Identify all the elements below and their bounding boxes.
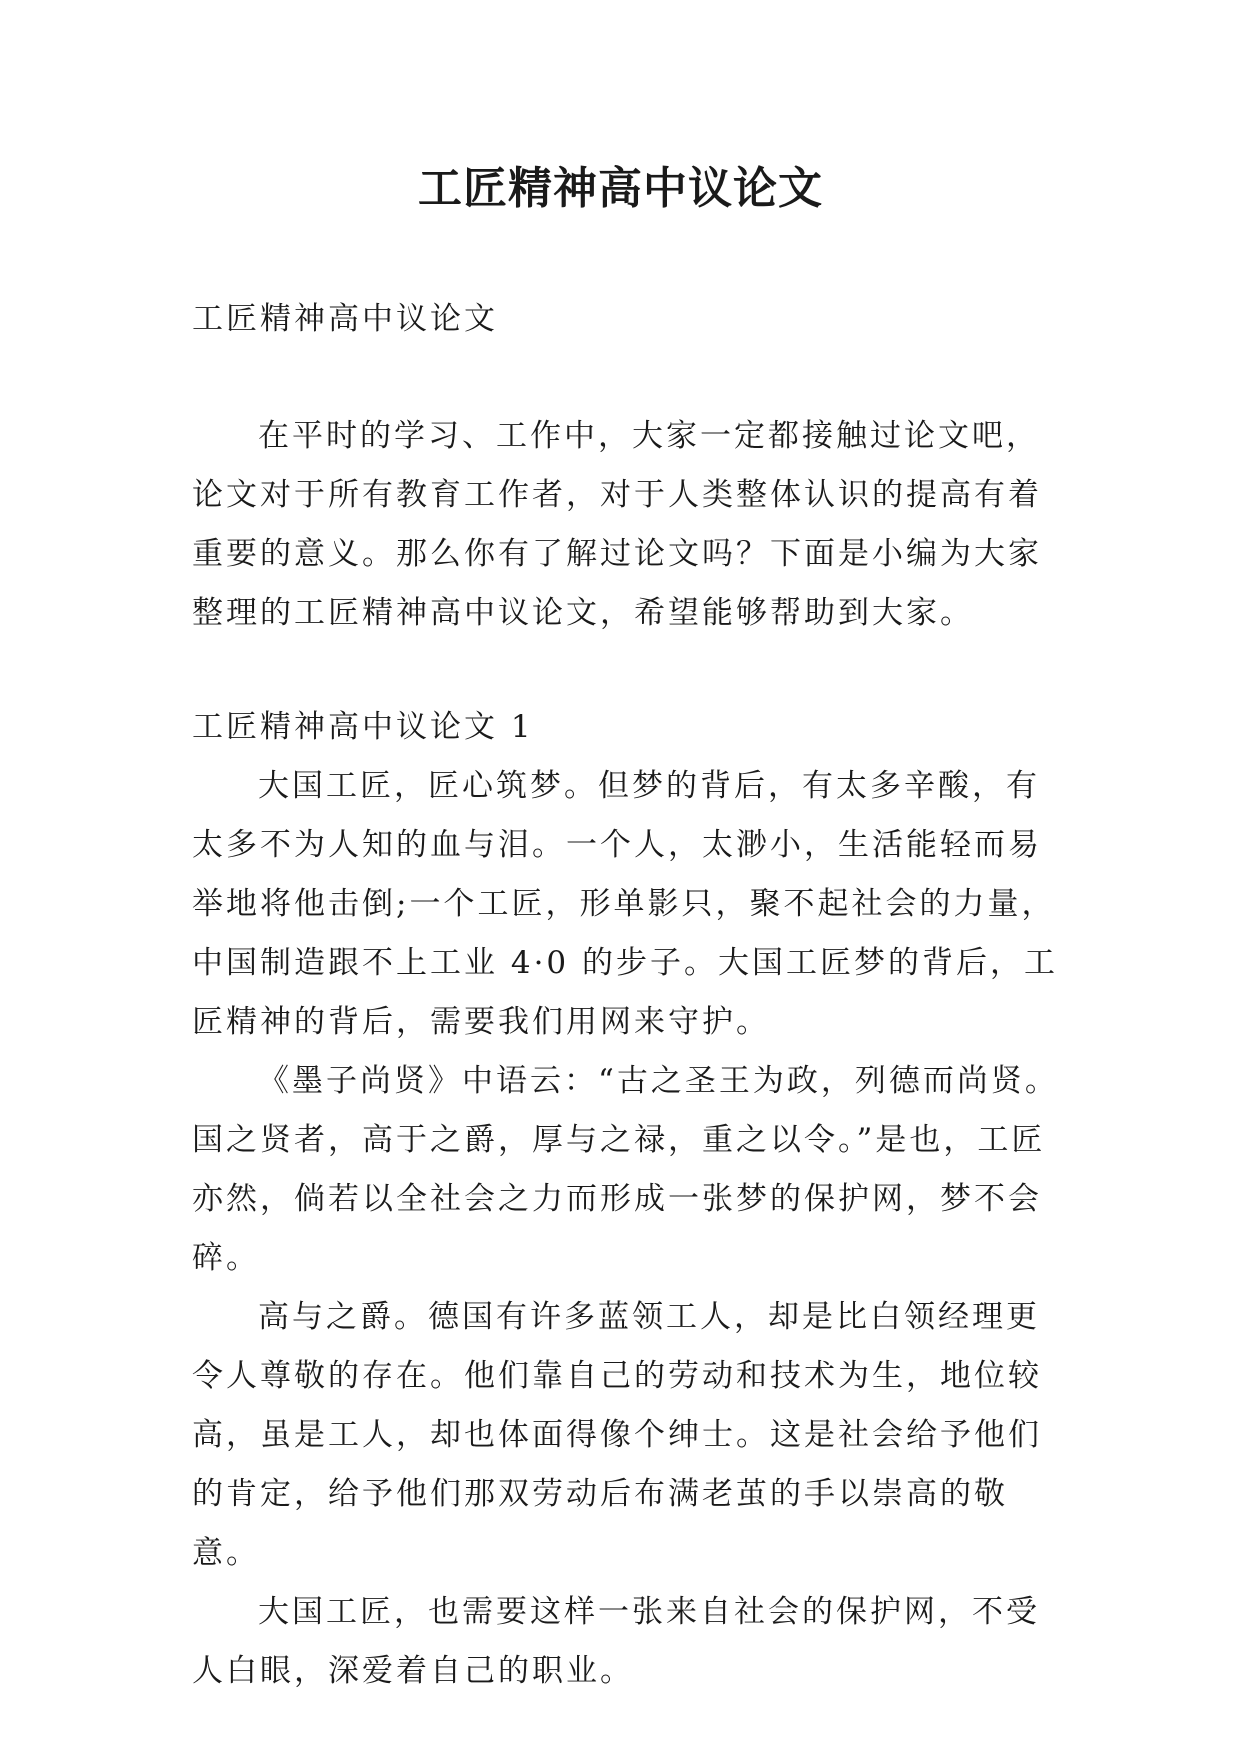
section-body [192,757,1062,1701]
document-subtitle: 工匠精神高中议论文 [192,301,498,337]
body-paragraph-4: 大国工匠，也需要这样一张来自社会的保护网，不受人白眼，深爱着自己的职业。 [192,1594,1040,1689]
body-paragraph-1: 大国工匠，匠心筑梦。但梦的背后，有太多辛酸，有太多不为人知的血与泪。一个人，太渺小，生活能轻而易举地将他击倒;一个工匠，形单影只，聚不起社会的力量，中国制造跟不上工业 4·0 的步子。大国工匠梦的背后，工匠精神的背后，需要我们用网来守护。 [192,768,1059,1040]
body-paragraph-3: 高与之爵。德国有许多蓝领工人，却是比白领经理更令人尊敬的存在。他们靠自己的劳动和技术为生，地位较高，虽是工人，却也体面得像个绅士。这是社会给予他们的肯定，给予他们那双劳动后布满老茧的手以崇高的敬意。 [192,1299,1042,1571]
section-heading: 工匠精神高中议论文 1 [192,709,534,745]
intro-paragraph: 在平时的学习、工作中，大家一定都接触过论文吧，论文对于所有教育工作者，对于人类整体认识的提高有着重要的意义。那么你有了解过论文吗？下面是小编为大家整理的工匠精神高中议论文，希望能够帮助到大家。 [192,418,1042,631]
body-paragraph-2: 《墨子尚贤》中语云：“古之圣王为政，列德而尚贤。国之贤者，高于之爵，厚与之禄，重之以令。”是也，工匠亦然，倘若以全社会之力而形成一张梦的保护网，梦不会碎。 [192,1063,1059,1276]
document-title: 工匠精神高中议论文 [418,163,823,214]
